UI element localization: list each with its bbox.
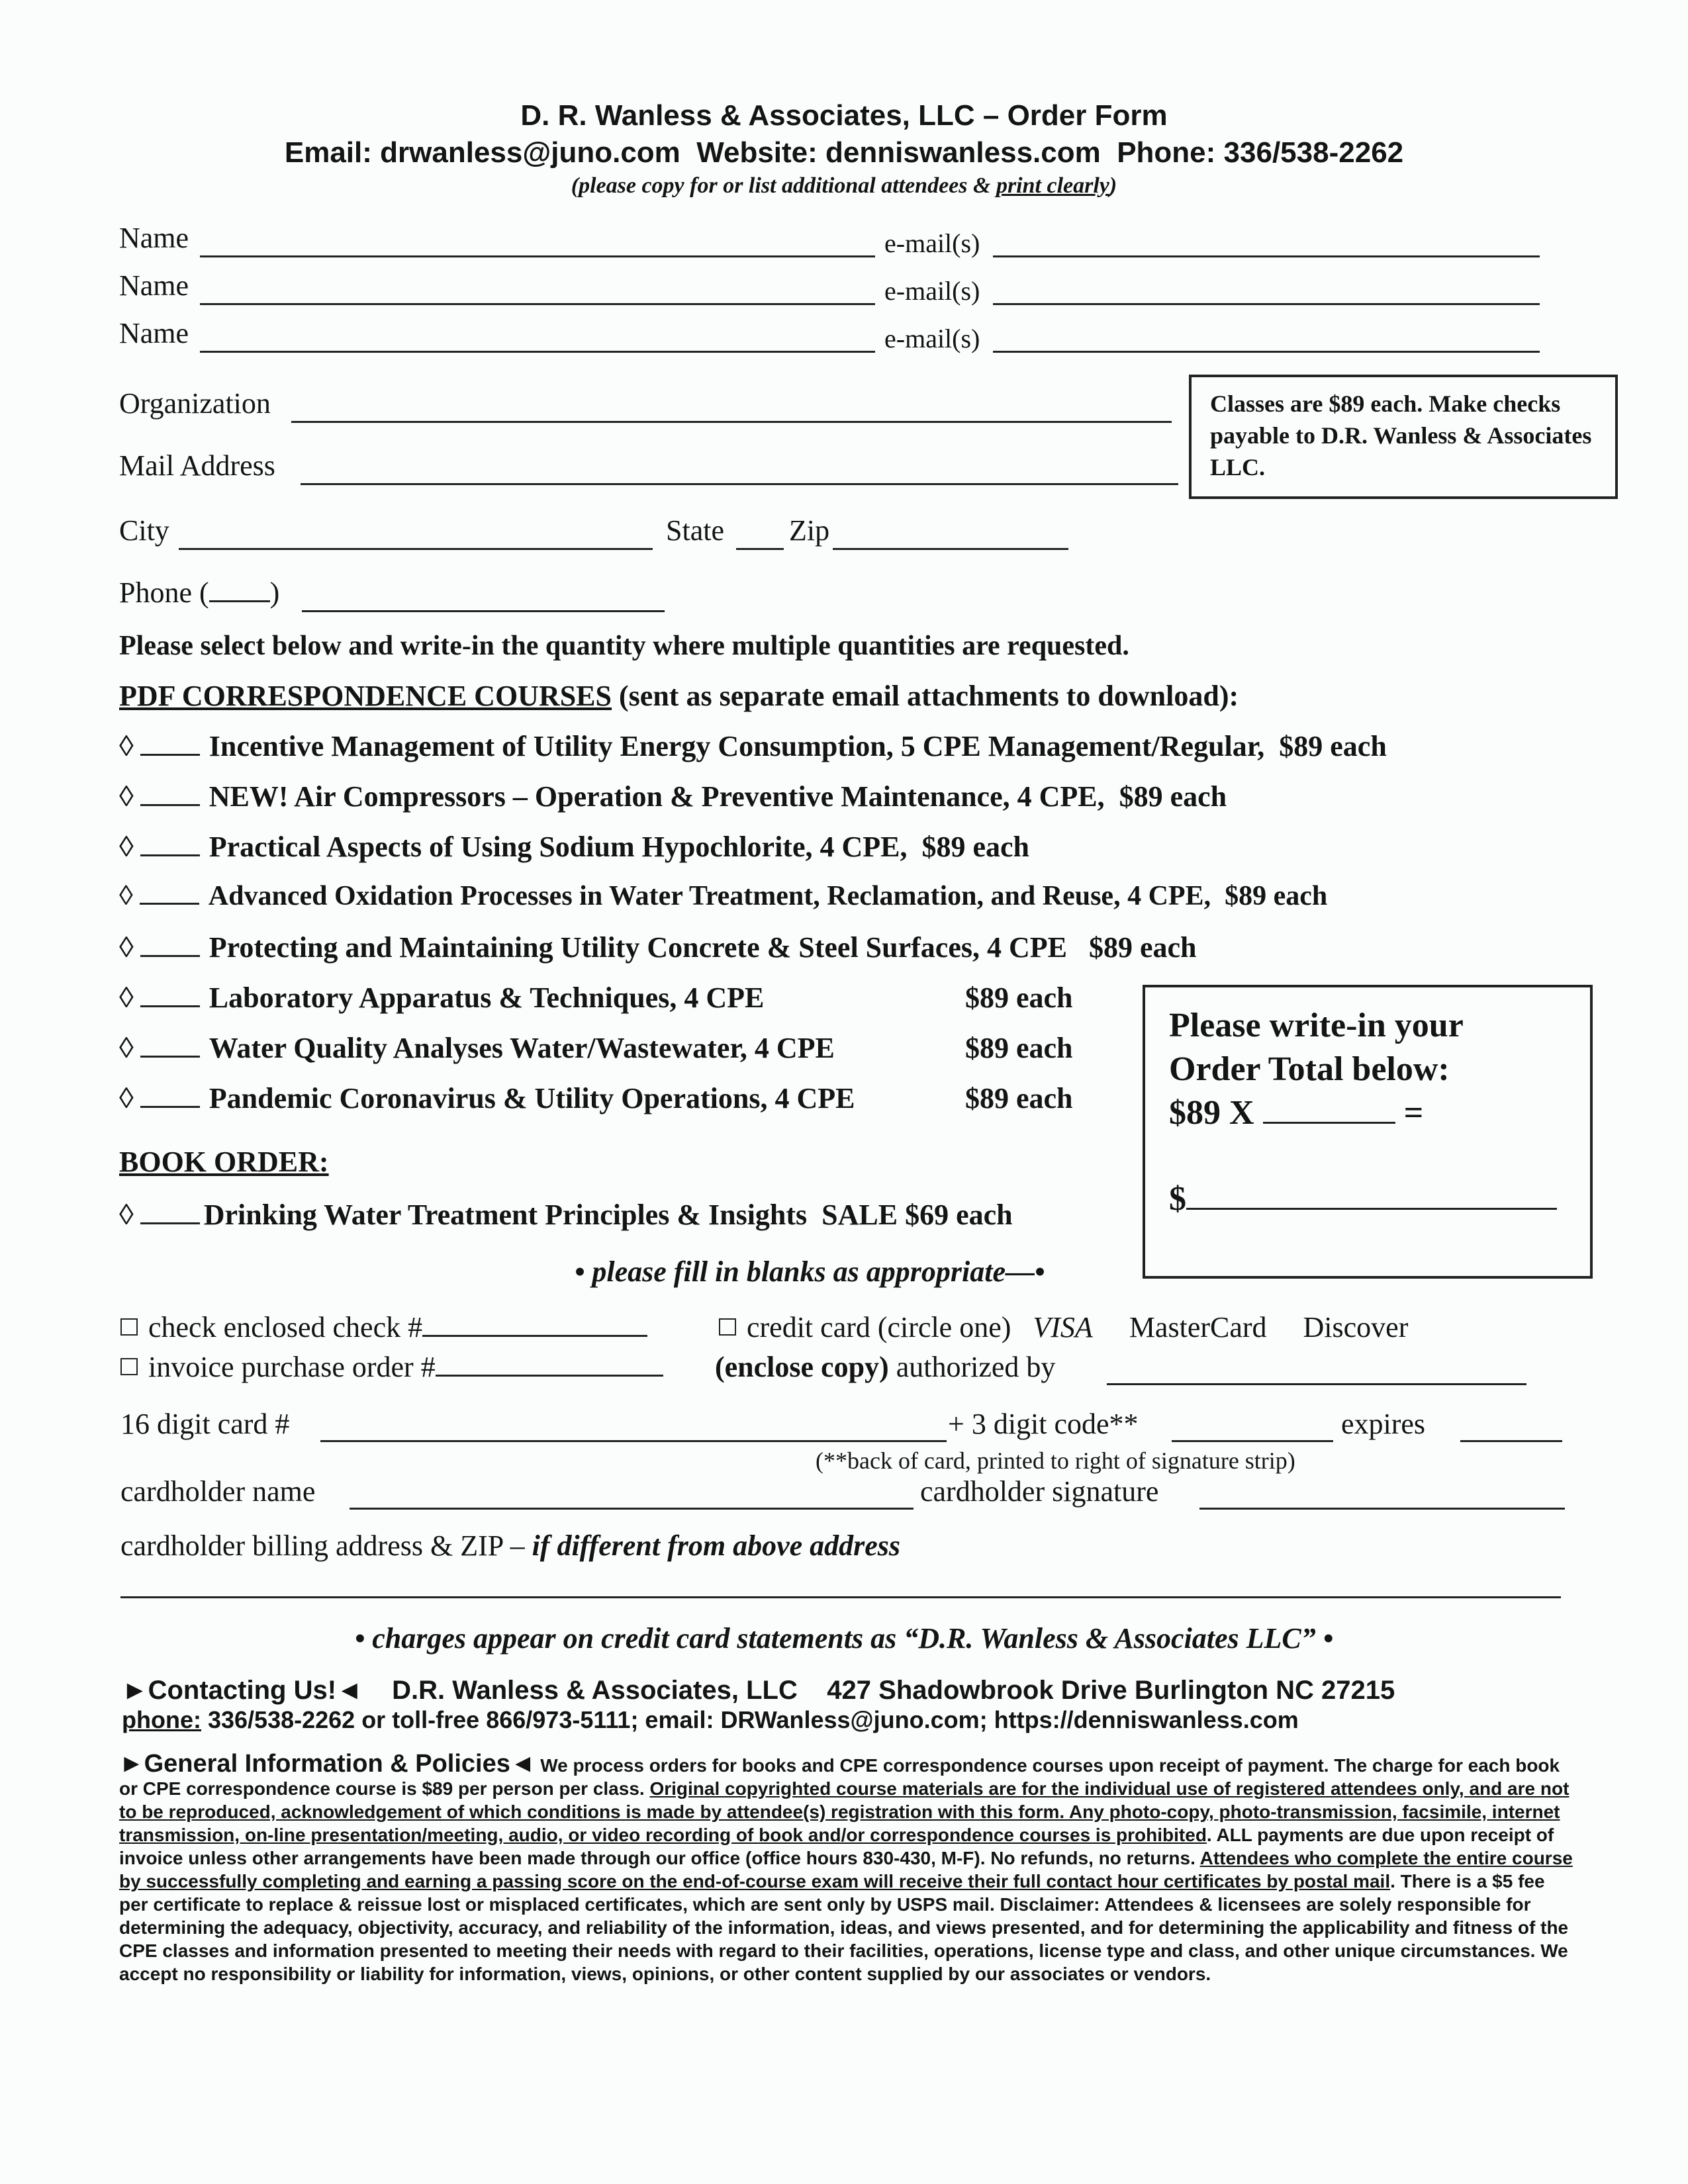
- header-contact-line: [0, 136, 1688, 169]
- diamond-icon: ◊: [119, 931, 134, 964]
- contact-heading: ►Contacting Us!◄: [122, 1676, 363, 1705]
- name-label: Name: [119, 317, 189, 349]
- check-number-field[interactable]: [422, 1334, 647, 1337]
- expires-label: expires: [1341, 1408, 1426, 1440]
- phone-label: Phone ( ): [119, 576, 280, 609]
- city-label: City: [119, 514, 169, 547]
- diamond-icon: ◊: [119, 981, 134, 1014]
- order-total-field[interactable]: [1186, 1207, 1557, 1210]
- instruction-text: Please select below and write-in the quantity where multiple quantities are requested.: [119, 631, 1129, 661]
- card-code-label: + 3 digit code**: [948, 1408, 1139, 1440]
- mail-address-label: Mail Address: [119, 449, 275, 482]
- course-price: $89 each: [965, 981, 1073, 1014]
- price-info-box: [1189, 375, 1618, 499]
- check-checkbox[interactable]: [120, 1318, 138, 1336]
- website-label: Website:: [696, 136, 818, 169]
- credit-card-option: credit card (circle one) VISA MasterCard Discover: [719, 1310, 1408, 1344]
- cardholder-signature-label: cardholder signature: [920, 1475, 1159, 1508]
- phone-label: Phone:: [1117, 136, 1216, 169]
- header-email[interactable]: drwanless@juno.com: [380, 136, 680, 169]
- zip-label: Zip: [789, 514, 830, 547]
- cardholder-signature-field[interactable]: [1199, 1508, 1565, 1510]
- area-code-field[interactable]: [209, 600, 270, 602]
- contact-address: 427 Shadowbrook Drive Burlington NC 27215: [827, 1676, 1395, 1705]
- total-box-line3: $89 X =: [1169, 1094, 1424, 1132]
- diamond-icon: ◊: [119, 1199, 134, 1231]
- email-field[interactable]: [993, 303, 1540, 305]
- quantity-field[interactable]: [140, 1222, 200, 1224]
- contact-line: [122, 1676, 1395, 1706]
- name-label: Name: [119, 269, 189, 302]
- diamond-icon: ◊: [119, 1032, 134, 1064]
- name-field[interactable]: [200, 351, 875, 353]
- diamond-icon: ◊: [119, 730, 134, 762]
- course-item: ◊ Laboratory Apparatus & Techniques, 4 CPE: [119, 981, 765, 1014]
- email-label: e-mail(s): [884, 276, 980, 306]
- form-title: D. R. Wanless & Associates, LLC – Order Form: [520, 99, 1168, 132]
- course-item: ◊ NEW! Air Compressors – Operation & Preventive Maintenance, 4 CPE, $89 each: [119, 780, 1227, 813]
- course-item: ◊ Water Quality Analyses Water/Wastewater, 4 CPE: [119, 1032, 835, 1064]
- course-item: ◊ Practical Aspects of Using Sodium Hypochlorite, 4 CPE, $89 each: [119, 831, 1030, 863]
- name-field[interactable]: [200, 255, 875, 257]
- zip-field[interactable]: [833, 548, 1068, 550]
- purchase-order-field[interactable]: [436, 1374, 663, 1377]
- quantity-field[interactable]: [140, 854, 200, 856]
- total-box-line1: Please write-in your: [1169, 1007, 1464, 1044]
- phone-field[interactable]: [302, 610, 665, 612]
- authorized-by-field[interactable]: [1107, 1383, 1526, 1385]
- course-item: ◊ Incentive Management of Utility Energy Consumption, 5 CPE Management/Regular, $89 each: [119, 730, 1387, 762]
- state-label: State: [666, 514, 724, 547]
- diamond-icon: ◊: [119, 780, 134, 813]
- discover-option[interactable]: Discover: [1303, 1311, 1409, 1343]
- expires-field[interactable]: [1460, 1440, 1562, 1442]
- city-field[interactable]: [179, 548, 653, 550]
- diamond-icon: ◊: [119, 1082, 134, 1115]
- total-box-line2: Order Total below:: [1169, 1050, 1450, 1088]
- header-website[interactable]: denniswanless.com: [825, 136, 1101, 169]
- total-box-line4: $: [1169, 1179, 1557, 1218]
- quantity-field[interactable]: [140, 754, 200, 756]
- header-phone: 336/538-2262: [1223, 136, 1404, 169]
- diamond-icon: ◊: [119, 881, 133, 911]
- mail-address-field[interactable]: [301, 483, 1178, 485]
- mastercard-option[interactable]: MasterCard: [1129, 1311, 1267, 1343]
- card-code-field[interactable]: [1172, 1440, 1333, 1442]
- quantity-field[interactable]: [140, 1056, 200, 1058]
- diamond-icon: ◊: [119, 831, 134, 863]
- email-field[interactable]: [993, 255, 1540, 257]
- check-option: check enclosed check #: [120, 1310, 647, 1344]
- invoice-checkbox[interactable]: [120, 1358, 138, 1375]
- contact-phone-line: phone: 336/538-2262 or toll-free 866/973-5111; email: DRWanless@juno.com; https://denniswanless.com: [122, 1706, 1299, 1733]
- quantity-field[interactable]: [140, 955, 200, 957]
- visa-option[interactable]: VISA: [1033, 1311, 1093, 1343]
- card-number-field[interactable]: [320, 1440, 947, 1442]
- book-order-heading: BOOK ORDER:: [119, 1146, 329, 1178]
- name-label: Name: [119, 222, 189, 254]
- quantity-total-field[interactable]: [1263, 1121, 1395, 1124]
- price-info-text: Classes are $89 each. Make checks payable to D.R. Wanless & Associates LLC.: [1210, 390, 1592, 480]
- name-field[interactable]: [200, 303, 875, 305]
- order-total-box: [1143, 985, 1593, 1279]
- book-item: ◊ Drinking Water Treatment Principles & Insights SALE $69 each: [119, 1199, 1013, 1231]
- email-label: e-mail(s): [884, 228, 980, 258]
- course-price: $89 each: [965, 1032, 1073, 1064]
- course-item: ◊ Protecting and Maintaining Utility Concrete & Steel Surfaces, 4 CPE $89 each: [119, 931, 1197, 964]
- card-number-label: 16 digit card #: [120, 1408, 290, 1440]
- policy-heading: ►General Information & Policies◄: [119, 1750, 536, 1778]
- quantity-field[interactable]: [140, 1106, 200, 1108]
- organization-label: Organization: [119, 387, 271, 420]
- quantity-field[interactable]: [140, 903, 199, 905]
- fill-note: • please fill in blanks as appropriate—•: [575, 1255, 1045, 1288]
- email-label: e-mail(s): [884, 324, 980, 353]
- billing-address-label: cardholder billing address & ZIP – if different from above address: [120, 1529, 901, 1562]
- policy-paragraph: ►General Information & Policies◄ We process orders for books and CPE correspondence courses upon receipt of payment. The charge for each book or CPE correspondence course is $89 per person per class. Original copyrighted course materials are for the individual use of registered attendees only, and are not to be reproduced, acknowledgement of which conditions is made by attendee(s) registration with this form. Any photo-copy, photo-transmission, facsimile, internet transmission, on-line presentation/meeting, audio, or video recording of book and/or correspondence courses is prohibited. ALL payments are due upon receipt of invoice unless other arrangements have been made through our office (office hours 830-430, M-F). No refunds, no returns. Attendees who complete the entire course by successfully completing and earning a passing score on the end-of-course exam will receive their full contact hour certificates by postal mail. There is a $5 fee per certificate to replace & reissue lost or misplaced certificates, which are sent only by USPS mail. Disclaimer: Attendees & licensees are solely responsible for determining the adequacy, objectivity, accuracy, and reliability of the information, ideas, and views presented, and for determining the applicability and fitness of the CPE classes and information presented to meeting their needs with regard to their facilities, operations, license type and class, and other unique circumstances. We accept no responsibility or liability for information, views, opinions, or other content supplied by our associates or vendors.: [119, 1750, 1573, 1984]
- cardholder-name-field[interactable]: [350, 1508, 914, 1510]
- invoice-option: invoice purchase order #: [120, 1350, 663, 1384]
- contact-company: D.R. Wanless & Associates, LLC: [392, 1676, 798, 1705]
- pdf-courses-heading: PDF CORRESPONDENCE COURSES (sent as separate email attachments to download):: [119, 680, 1239, 712]
- course-item: ◊ Pandemic Coronavirus & Utility Operations, 4 CPE: [119, 1082, 855, 1115]
- state-field[interactable]: [736, 548, 784, 550]
- quantity-field[interactable]: [140, 804, 200, 806]
- email-field[interactable]: [993, 351, 1540, 353]
- credit-card-checkbox[interactable]: [719, 1318, 736, 1336]
- quantity-field[interactable]: [140, 1005, 200, 1007]
- cardholder-name-label: cardholder name: [120, 1475, 316, 1508]
- email-label: Email:: [284, 136, 372, 169]
- authorized-by: (enclose copy) authorized by: [715, 1351, 1056, 1383]
- charges-note: • charges appear on credit card statements as “D.R. Wanless & Associates LLC” •: [354, 1622, 1334, 1655]
- billing-address-field[interactable]: [120, 1596, 1561, 1598]
- card-code-note: (**back of card, printed to right of signature strip): [816, 1447, 1295, 1474]
- copy-note: (please copy for or list additional attendees & print clearly): [571, 173, 1117, 198]
- course-item: ◊ Advanced Oxidation Processes in Water Treatment, Reclamation, and Reuse, 4 CPE, $89 each: [119, 881, 1328, 911]
- course-price: $89 each: [965, 1082, 1073, 1115]
- organization-field[interactable]: [291, 421, 1172, 423]
